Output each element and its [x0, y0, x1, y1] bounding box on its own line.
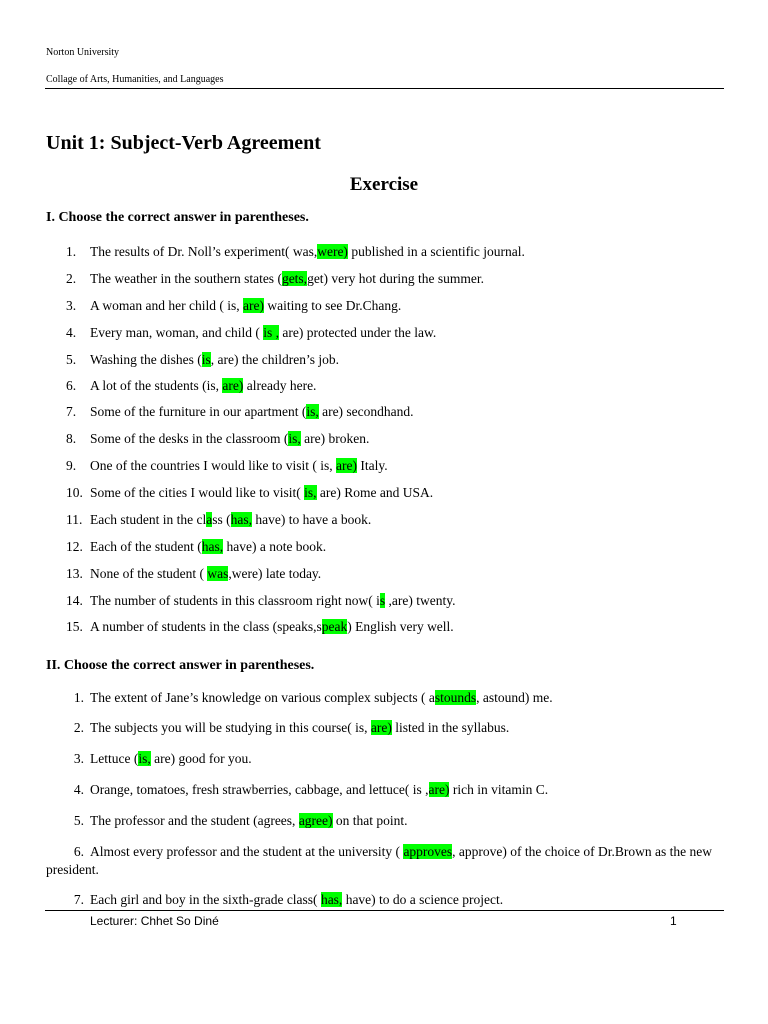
- exercise-item: [66, 270, 726, 288]
- footer-page-number: 1: [670, 914, 677, 928]
- item-text: published in a scientific journal.: [347, 244, 525, 259]
- item-text: , are) the children’s job.: [210, 352, 340, 367]
- item-number-text: 3.: [66, 298, 77, 313]
- item-number-text: 7.: [73, 892, 84, 907]
- item-number: [46, 781, 90, 799]
- exercise-item: [66, 618, 726, 636]
- item-text: have) to have a book.: [251, 512, 372, 527]
- footer-rule: [45, 910, 724, 911]
- highlighted-answer: is ,: [263, 325, 279, 340]
- item-number: [66, 618, 90, 636]
- item-text: The weather in the southern states (: [90, 271, 282, 286]
- highlighted-answer: has,: [201, 539, 224, 554]
- item-number-text: 3.: [73, 751, 84, 766]
- exercise-item: [66, 457, 726, 475]
- highlighted-answer: are): [222, 378, 244, 393]
- section2-heading: II. Choose the correct answer in parentheses.: [46, 658, 315, 673]
- item-number: [66, 430, 90, 448]
- item-text: Some of the furniture in our apartment (: [90, 404, 307, 419]
- item-text: listed in the syllabus.: [391, 720, 510, 735]
- highlighted-answer: gets,: [281, 271, 308, 286]
- item-text: Orange, tomatoes, fresh strawberries, cabbage, and lettuce( is ,: [90, 782, 429, 797]
- unit-title: Unit 1: Subject-Verb Agreement: [46, 132, 321, 154]
- highlighted-answer: has,: [320, 892, 343, 907]
- item-number: [66, 565, 90, 583]
- item-number-text: 1.: [66, 244, 77, 259]
- exercise-title: Exercise: [349, 174, 419, 195]
- item-number-text: 4.: [66, 325, 77, 340]
- header-rule: [45, 88, 724, 89]
- exercise-item: [66, 430, 726, 448]
- item-text: waiting to see Dr.Chang.: [263, 298, 402, 313]
- item-text: ,were) late today.: [228, 566, 322, 581]
- highlighted-answer: stounds: [434, 690, 477, 705]
- exercise-item: [66, 403, 726, 421]
- item-number-text: 5.: [66, 352, 77, 367]
- exercise-item: [46, 891, 722, 909]
- item-number-text: 9.: [66, 458, 77, 473]
- item-number: [66, 270, 90, 288]
- item-text: , approve) of the choice of Dr.Brown as the new president.: [46, 844, 712, 877]
- item-number: [46, 750, 90, 768]
- item-number: [66, 351, 90, 369]
- item-number: [46, 812, 90, 830]
- item-number: [46, 843, 90, 861]
- item-number: [66, 538, 90, 556]
- item-number-text: 13.: [66, 566, 83, 581]
- exercise-item: [66, 511, 726, 529]
- item-number: [66, 457, 90, 475]
- exercise-item: [46, 689, 722, 707]
- item-text: The professor and the student (agrees,: [90, 813, 299, 828]
- item-number-text: 5.: [73, 813, 84, 828]
- exercise-item: [46, 843, 722, 879]
- highlighted-answer: is: [201, 352, 211, 367]
- item-text: Some of the cities I would like to visit(: [90, 485, 305, 500]
- exercise-item: [46, 750, 722, 768]
- item-number: [66, 377, 90, 395]
- item-number: [66, 324, 90, 342]
- exercise-item: [66, 592, 726, 610]
- item-text: have) to do a science project.: [342, 892, 504, 907]
- highlighted-answer: peak: [321, 619, 348, 634]
- item-text: Lettuce (: [90, 751, 139, 766]
- header-college: Collage of Arts, Humanities, and Languages: [46, 74, 224, 85]
- item-number: [66, 403, 90, 421]
- item-number-text: 12.: [66, 539, 83, 554]
- item-number-text: 11.: [66, 512, 83, 527]
- item-text: The extent of Jane’s knowledge on various complex subjects ( a: [90, 690, 435, 705]
- item-text: A woman and her child ( is,: [90, 298, 243, 313]
- exercise-item: [66, 484, 726, 502]
- item-text: Italy.: [356, 458, 388, 473]
- exercise-item: [66, 377, 726, 395]
- item-number: [46, 719, 90, 737]
- item-number-text: 6.: [66, 378, 77, 393]
- item-text: are) Rome and USA.: [316, 485, 434, 500]
- item-text: have) a note book.: [223, 539, 327, 554]
- item-number-text: 2.: [66, 271, 77, 286]
- exercise-item: [46, 781, 722, 799]
- exercise-item: [66, 297, 726, 315]
- item-text: already here.: [243, 378, 317, 393]
- footer-lecturer: Lecturer: Chhet So Diné: [90, 914, 219, 928]
- item-text: Every man, woman, and child (: [90, 325, 264, 340]
- item-text: Washing the dishes (: [90, 352, 202, 367]
- item-text: are) good for you.: [150, 751, 252, 766]
- item-text: Each girl and boy in the sixth-grade class(: [90, 892, 321, 907]
- item-text: The number of students in this classroom right now( i: [90, 593, 380, 608]
- highlighted-answer: are): [335, 458, 357, 473]
- exercise-item: [46, 719, 722, 737]
- item-number: [46, 891, 90, 909]
- item-number: [66, 243, 90, 261]
- highlighted-answer: was: [207, 566, 229, 581]
- exercise-item: [66, 324, 726, 342]
- item-text: , astound) me.: [476, 690, 553, 705]
- item-number-text: 8.: [66, 431, 77, 446]
- highlighted-answer: a: [206, 512, 213, 527]
- item-text: are) protected under the law.: [278, 325, 437, 340]
- item-number: [66, 511, 90, 529]
- item-number-text: 6.: [73, 844, 84, 859]
- highlighted-answer: are): [370, 720, 392, 735]
- item-number: [46, 689, 90, 707]
- highlighted-answer: is,: [306, 404, 319, 419]
- item-number-text: 1.: [73, 690, 84, 705]
- highlighted-answer: are): [428, 782, 450, 797]
- item-text: A lot of the students (is,: [90, 378, 223, 393]
- exercise-item: [66, 351, 726, 369]
- item-text: One of the countries I would like to visit ( is,: [90, 458, 336, 473]
- item-number-text: 2.: [73, 720, 84, 735]
- item-text: ,are) twenty.: [385, 593, 456, 608]
- item-number-text: 14.: [66, 593, 83, 608]
- item-text: The results of Dr. Noll’s experiment( was,: [90, 244, 318, 259]
- item-text: rich in vitamin C.: [449, 782, 549, 797]
- highlighted-answer: has,: [230, 512, 252, 527]
- item-text: get) very hot during the summer.: [307, 271, 485, 286]
- item-text: Each student in the cl: [90, 512, 207, 527]
- item-text: ) English very well.: [347, 619, 454, 634]
- item-number: [66, 297, 90, 315]
- item-text: Almost every professor and the student at the university (: [90, 844, 404, 859]
- highlighted-answer: is,: [288, 431, 301, 446]
- highlighted-answer: are): [242, 298, 264, 313]
- item-number-text: 4.: [73, 782, 84, 797]
- highlighted-answer: were): [317, 244, 348, 259]
- highlighted-answer: agree): [298, 813, 333, 828]
- item-number-text: 15.: [66, 619, 83, 634]
- item-text: Each of the student (: [90, 539, 202, 554]
- item-text: are) secondhand.: [318, 404, 414, 419]
- item-text: on that point.: [332, 813, 408, 828]
- exercise-item: [66, 565, 726, 583]
- header-university: Norton University: [46, 47, 120, 58]
- exercise-item: [66, 538, 726, 556]
- item-text: None of the student (: [90, 566, 208, 581]
- item-text: ss (: [212, 512, 231, 527]
- exercise-item: [66, 243, 726, 261]
- item-text: A number of students in the class (speaks,s: [90, 619, 322, 634]
- highlighted-answer: s: [379, 593, 386, 608]
- item-text: Some of the desks in the classroom (: [90, 431, 289, 446]
- highlighted-answer: is,: [138, 751, 151, 766]
- highlighted-answer: is,: [304, 485, 317, 500]
- item-number-text: 10.: [66, 485, 83, 500]
- item-number: [66, 592, 90, 610]
- highlighted-answer: approves: [403, 844, 453, 859]
- exercise-item: [46, 812, 722, 830]
- item-number-text: 7.: [66, 404, 77, 419]
- section1-heading: I. Choose the correct answer in parentheses.: [46, 210, 309, 225]
- item-text: are) broken.: [300, 431, 370, 446]
- item-text: The subjects you will be studying in this course( is,: [90, 720, 371, 735]
- item-number: [66, 484, 90, 502]
